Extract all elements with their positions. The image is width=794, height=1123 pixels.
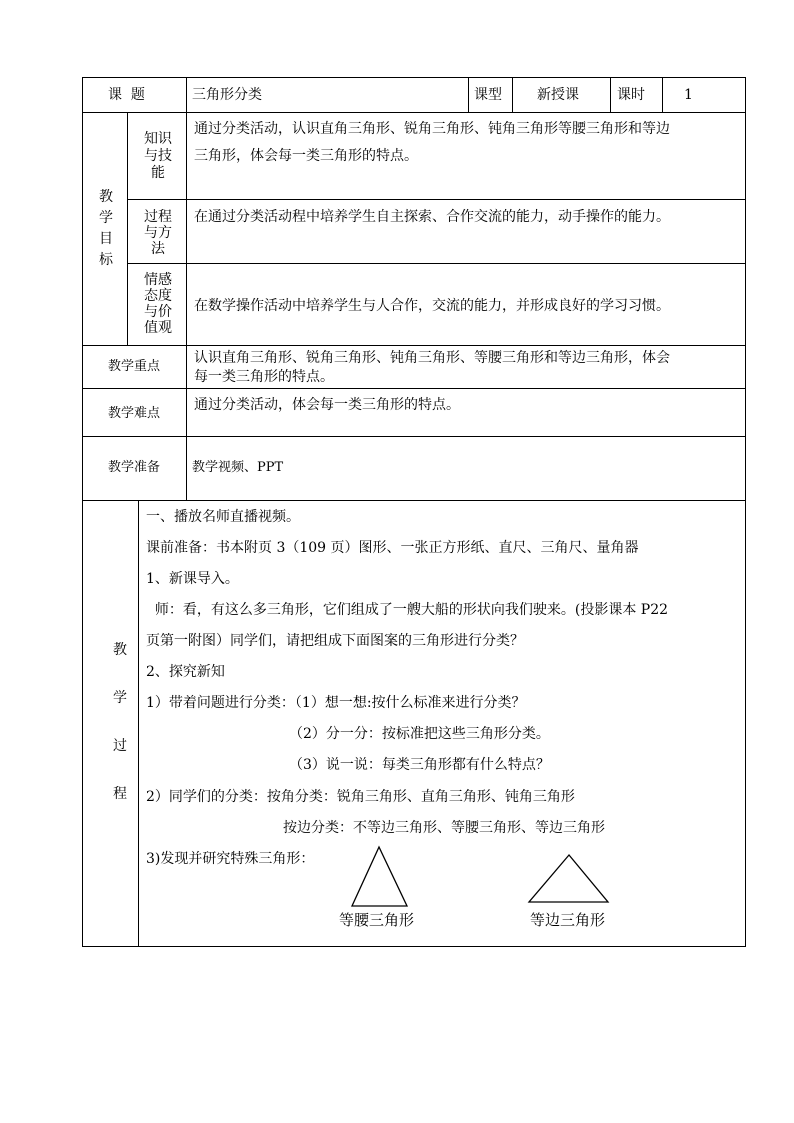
row-divider xyxy=(82,345,746,346)
isosceles-triangle-figure xyxy=(350,845,410,909)
key-points-text: 认识直角三角形、锐角三角形、钝角三角形、等腰三角形和等边三角形，体会 xyxy=(194,350,670,366)
preparation-label: 教学准备 xyxy=(108,460,161,475)
topic-label: 课 题 xyxy=(108,87,145,103)
col-divider xyxy=(512,77,513,112)
lesson-type-value: 新授课 xyxy=(537,87,579,103)
row-divider xyxy=(82,436,746,437)
process-line: 按边分类：不等边三角形、等腰三角形、等边三角形 xyxy=(283,820,605,836)
process-line: 页第一附图）同学们，请把组成下面图案的三角形进行分类？ xyxy=(146,633,524,649)
knowledge-skill-text: 三角形，体会每一类三角形的特点。 xyxy=(194,148,418,164)
emotion-attitude-label: 情感 态度 与价 值观 xyxy=(144,272,172,336)
process-method-label: 过程 与方 法 xyxy=(144,209,172,257)
row-divider xyxy=(82,112,746,113)
row-divider xyxy=(127,263,746,264)
process-line: 2、探究新知 xyxy=(146,664,225,680)
objectives-label: 教 学 目 标 xyxy=(99,189,113,268)
topic-value: 三角形分类 xyxy=(192,87,262,103)
process-method-text: 在通过分类活动程中培养学生自主探索、合作交流的能力，动手操作的能力。 xyxy=(194,209,670,225)
class-hours-value: 1 xyxy=(684,87,693,103)
col-divider xyxy=(610,77,611,112)
table-border-right xyxy=(745,77,746,947)
row-divider xyxy=(82,388,746,389)
row-divider xyxy=(82,500,746,501)
row-divider xyxy=(127,199,746,200)
knowledge-skill-label: 知识 与技 能 xyxy=(144,131,172,181)
process-line: 师：看，有这么多三角形，它们组成了一艘大船的形状向我们驶来。(投影课本 P22 xyxy=(146,602,669,618)
equilateral-triangle-label: 等边三角形 xyxy=(530,911,606,929)
col-divider xyxy=(468,77,469,112)
table-border-bottom xyxy=(82,946,746,947)
knowledge-skill-text: 通过分类活动，认识直角三角形、锐角三角形、钝角三角形等腰三角形和等边 xyxy=(194,121,670,137)
key-points-text: 每一类三角形的特点。 xyxy=(194,369,334,385)
table-border-top xyxy=(82,77,746,78)
difficulties-label: 教学难点 xyxy=(108,406,161,421)
isosceles-triangle-label: 等腰三角形 xyxy=(339,911,415,929)
equilateral-triangle-figure xyxy=(527,853,611,905)
process-line: 课前准备：书本附页 3（109 页）图形、一张正方形纸、直尺、三角尺、量角器 xyxy=(146,540,639,556)
class-hours-label: 课时 xyxy=(617,87,645,103)
col-divider xyxy=(662,77,663,112)
col-divider xyxy=(127,112,128,345)
key-points-label: 教学重点 xyxy=(108,359,161,374)
process-line: （2）分一分：按标准把这些三角形分类。 xyxy=(289,726,550,742)
process-section-label: 教 学 过 程 xyxy=(113,642,127,802)
lesson-type-label: 课型 xyxy=(474,87,502,103)
preparation-text: 教学视频、PPT xyxy=(192,460,284,475)
process-line: 一、播放名师直播视频。 xyxy=(146,509,300,525)
table-border-left xyxy=(82,77,83,947)
process-line: 1、新课导入。 xyxy=(146,571,239,587)
process-line: 3)发现并研究特殊三角形： xyxy=(146,851,315,867)
process-line: 1）带着问题进行分类：（1）想一想:按什么标准来进行分类？ xyxy=(146,695,526,711)
emotion-attitude-text: 在数学操作活动中培养学生与人合作，交流的能力，并形成良好的学习习惯。 xyxy=(194,298,670,314)
process-line: 2）同学们的分类：按角分类：锐角三角形、直角三角形、钝角三角形 xyxy=(146,789,575,805)
difficulties-text: 通过分类活动，体会每一类三角形的特点。 xyxy=(194,397,460,413)
process-line: （3）说一说：每类三角形都有什么特点？ xyxy=(289,757,550,773)
